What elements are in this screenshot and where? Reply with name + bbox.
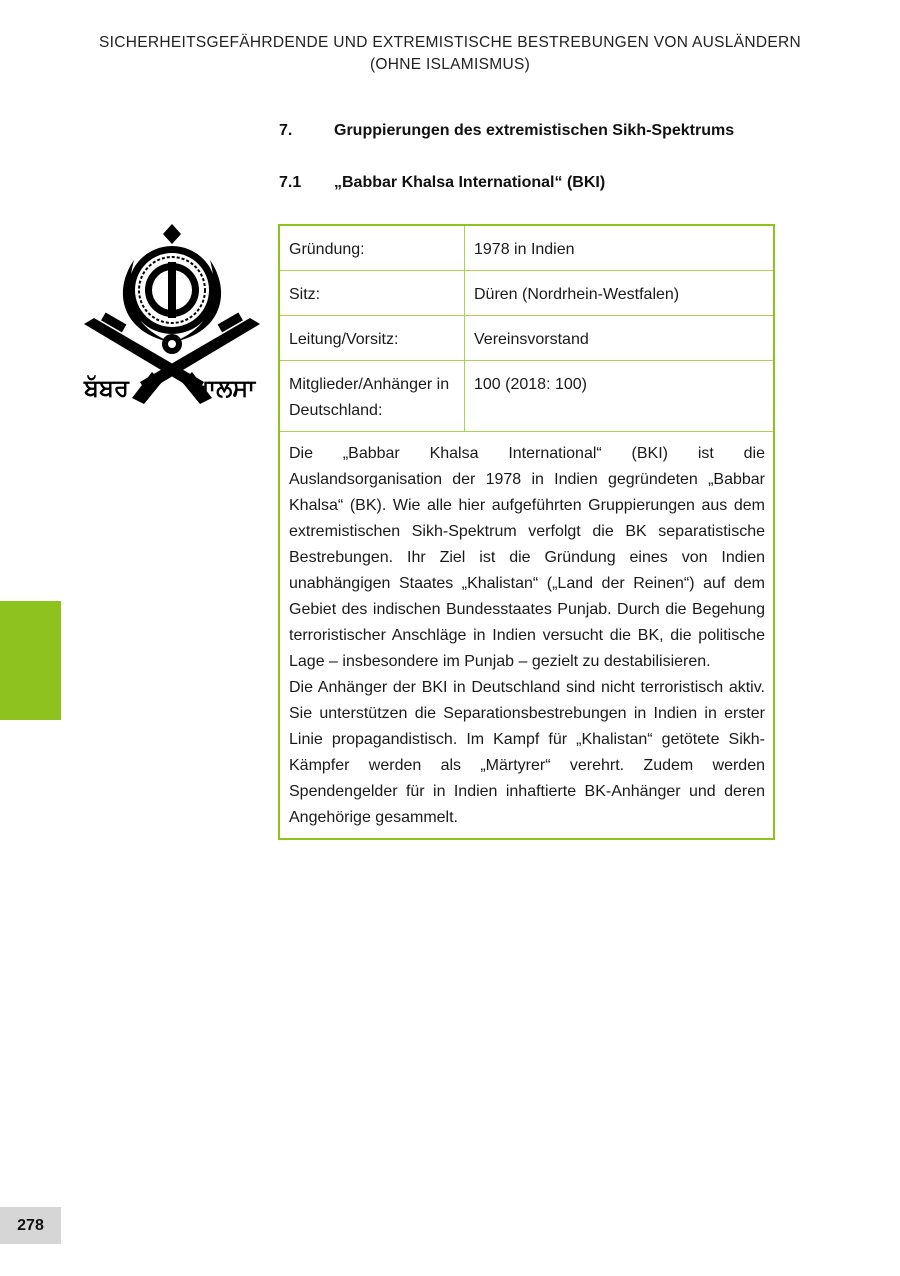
info-value: 100 (2018: 100) bbox=[474, 376, 587, 393]
infobox-body bbox=[280, 432, 773, 838]
subsection-number: 7.1 bbox=[279, 174, 302, 191]
subsection-title: „Babbar Khalsa International“ (BKI) bbox=[334, 174, 606, 191]
info-label: Leitung/Vorsitz: bbox=[280, 316, 465, 360]
running-header bbox=[60, 32, 840, 76]
emblem-text-right: ਖਾਲਸਾ bbox=[194, 374, 256, 402]
info-row-leadership bbox=[280, 316, 773, 361]
page-number: 278 bbox=[0, 1207, 61, 1244]
babbar-khalsa-emblem-icon bbox=[82, 222, 262, 408]
infobox bbox=[278, 224, 775, 840]
section-number: 7. bbox=[279, 122, 293, 139]
info-value: Vereinsvorstand bbox=[474, 331, 589, 348]
body-paragraph: Die „Babbar Khalsa International“ (BKI) ist die Auslandsorganisation der 1978 in Indien gegründeten „Babbar Khalsa“ (BK). Wie alle hier aufgeführten Gruppierungen aus dem extremistischen Sikh-Spektrum verfolgt die BK separatistische Bestrebungen. Ihr Ziel ist die Gründung eines von Indien unabhängigen Staates „Khalistan“ („Land der Reinen“) auf dem Gebiet des indischen Bundesstaates Punjab. Durch die Begehung terroristischer Anschläge in Indien versucht die BK, die politische Lage – insbesondere im Punjab – gezielt zu destabilisieren. bbox=[289, 445, 765, 670]
chapter-side-tab bbox=[0, 601, 61, 720]
info-row-members bbox=[280, 361, 773, 432]
info-value: Düren (Nordrhein-Westfalen) bbox=[474, 286, 680, 303]
info-row-founding bbox=[280, 226, 773, 271]
body-paragraph: Die Anhänger der BKI in Deutschland sind nicht terroristisch aktiv. Sie unterstützen die Separationsbestrebungen in Indien in erster Linie propagandistisch. Im Kampf für „Khalistan“ getötete Sikh-Kämpfer werden als „Märtyrer“ verehrt. Zudem werden Spendengelder für in Indien inhaftierte BK-Anhänger und deren Angehörige gesammelt. bbox=[289, 679, 765, 826]
running-header-line2: (OHNE ISLAMISMUS) bbox=[369, 56, 531, 73]
section-title: Gruppierungen des extremistischen Sikh-Spektrums bbox=[334, 122, 735, 139]
info-value: 1978 in Indien bbox=[474, 241, 575, 258]
emblem-text-left: ਬੱਬਰ bbox=[84, 374, 129, 402]
info-label: Gründung: bbox=[280, 226, 465, 270]
info-label: Sitz: bbox=[280, 271, 465, 315]
info-row-seat bbox=[280, 271, 773, 316]
running-header-line1: SICHERHEITSGEFÄHRDENDE UND EXTREMISTISCHE BESTREBUNGEN VON AUSLÄNDERN bbox=[99, 34, 801, 51]
info-label: Mitglieder/Anhänger in Deutschland: bbox=[280, 361, 465, 431]
